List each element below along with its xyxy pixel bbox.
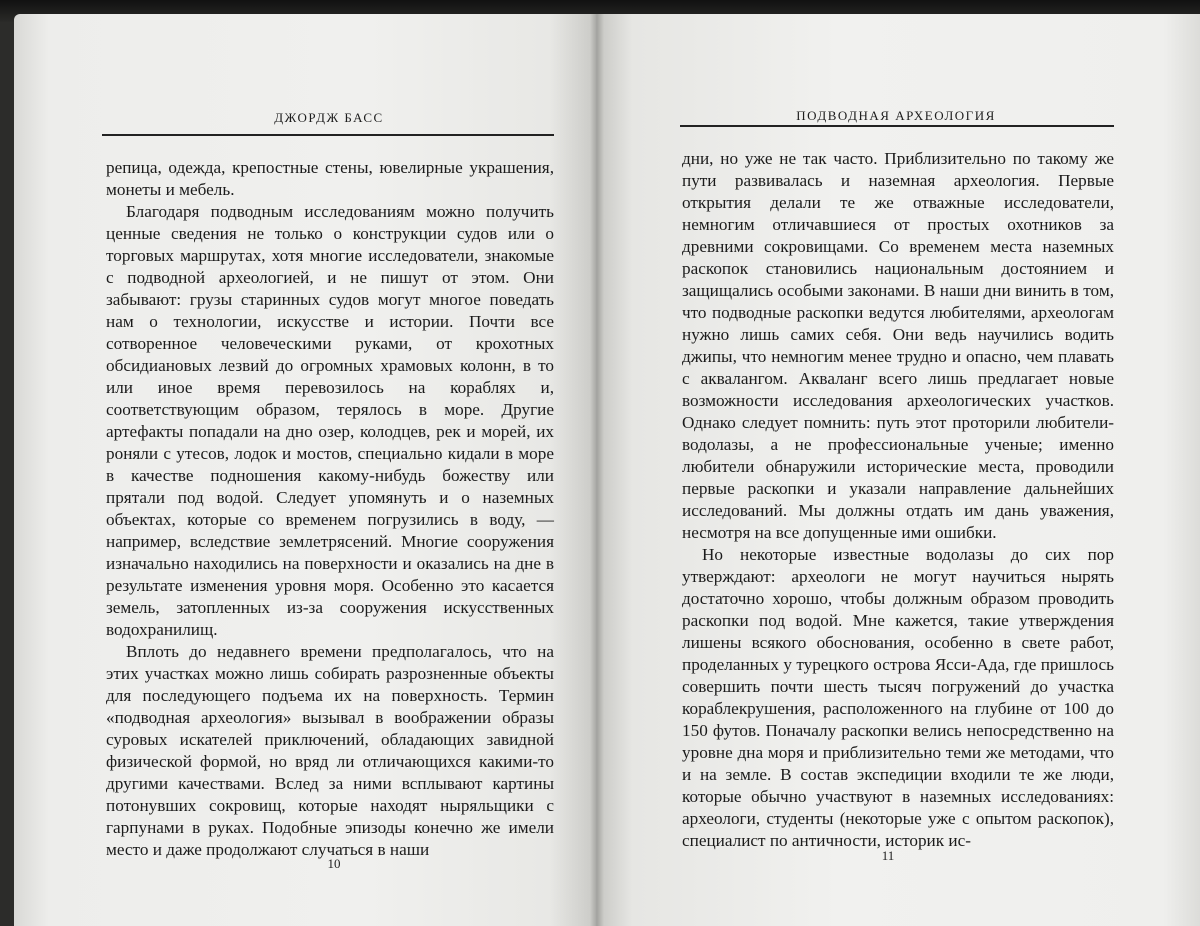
left-running-head: ДЖОРДЖ БАСС (274, 110, 384, 125)
right-page (596, 14, 1200, 926)
left-page-text (106, 157, 554, 861)
book-gutter (590, 14, 604, 926)
left-page (14, 14, 596, 926)
paragraph: репица, одежда, крепостные стены, ювелирные украшения, монеты и мебель. (106, 158, 554, 199)
right-page-number: 11 (881, 848, 895, 863)
paragraph: дни, но уже не так часто. Приблизительно по такому же пути развивалась и наземная археология. Первые открытия делали те же отважные исследователи, немногим отличавшиеся от простых охотников за древними сокровищами. Со временем места наземных раскопок становились национальным достоянием и защищались особыми законами. В наши дни винить в том, что подводные раскопки ведутся любителями, археологам нужно лишь самих себя. Они ведь научились водить джипы, что немногим менее трудно и опасно, чем плавать с аквалангом. Акваланг всего лишь предлагает новые возможности исследования археологических участков. Однако следует помнить: путь этот проторили любители-водолазы, а не профессиональные ученые; именно любители обнаружили исторические места, проводили первые раскопки и указали направление дальнейших исследований. Мы должны отдать им дань уважения, несмотря на все допущенные ими ошибки. (682, 149, 1114, 542)
left-page-number: 10 (327, 856, 341, 871)
right-page-text (682, 148, 1114, 852)
right-running-head: ПОДВОДНАЯ АРХЕОЛОГИЯ (796, 108, 996, 123)
open-book (14, 14, 1200, 926)
left-header-rule (102, 134, 554, 136)
paragraph: Благодаря подводным исследованиям можно получить ценные сведения не только о конструкции судов или о торговых маршрутах, хотя многие исследователи, знакомые с подводной археологией, и не пишут от этом. Они забывают: грузы старинных судов могут многое поведать нам о технологии, искусстве и истории. Почти все сотворенное человеческими руками, от крохотных обсидиановых лезвий до огромных храмовых колонн, в то или иное время перевозилось на кораблях и, соответствующим образом, терялось в море. Другие артефакты попадали на дно озер, колодцев, рек и морей, их роняли с утесов, лодок и мостов, специально кидали в море в качестве подношения какому-нибудь божеству или прятали под водой. Следует упомянуть и о наземных объектах, которые со временем погрузились в воду, — например, вследствие землетрясений. Многие сооружения изначально находились на поверхности и оказались на дне в результате изменения уровня моря. Особенно это касается земель, затопленных из-за сооружения искусственных водохранилищ. (106, 202, 554, 639)
right-header-rule (680, 125, 1114, 127)
paragraph: Вплоть до недавнего времени предполагалось, что на этих участках можно лишь собирать разрозненные объекты для последующего подъема их на поверхность. Термин «подводная археология» вызывал в воображении образы суровых искателей приключений, обладающих завидной физической формой, но вряд ли отличающихся какими-то другими качествами. Вслед за ними всплывают картины потонувших сокровищ, которые находят ныряльщики с гарпунами в руках. Подобные эпизоды конечно же имели место и даже продолжают случаться в наши (106, 642, 554, 859)
paragraph: Но некоторые известные водолазы до сих пор утверждают: археологи не могут научиться нырять достаточно хорошо, чтобы должным образом проводить раскопки под водой. Мне кажется, такие утверждения лишены всякого обоснования, особенно в свете работ, проделанных у турецкого острова Ясси-Ада, где пришлось совершить почти шесть тысяч погружений до участка кораблекрушения, расположенного на глубине от 100 до 150 футов. Поначалу раскопки велись непосредственно на уровне дна моря и приблизительно теми же методами, что и на земле. В состав экспедиции входили те же люди, которые обычно участвуют в наземных исследованиях: археологи, студенты (некоторые уже с опытом раскопок), специалист по античности, историк ис- (682, 545, 1114, 850)
